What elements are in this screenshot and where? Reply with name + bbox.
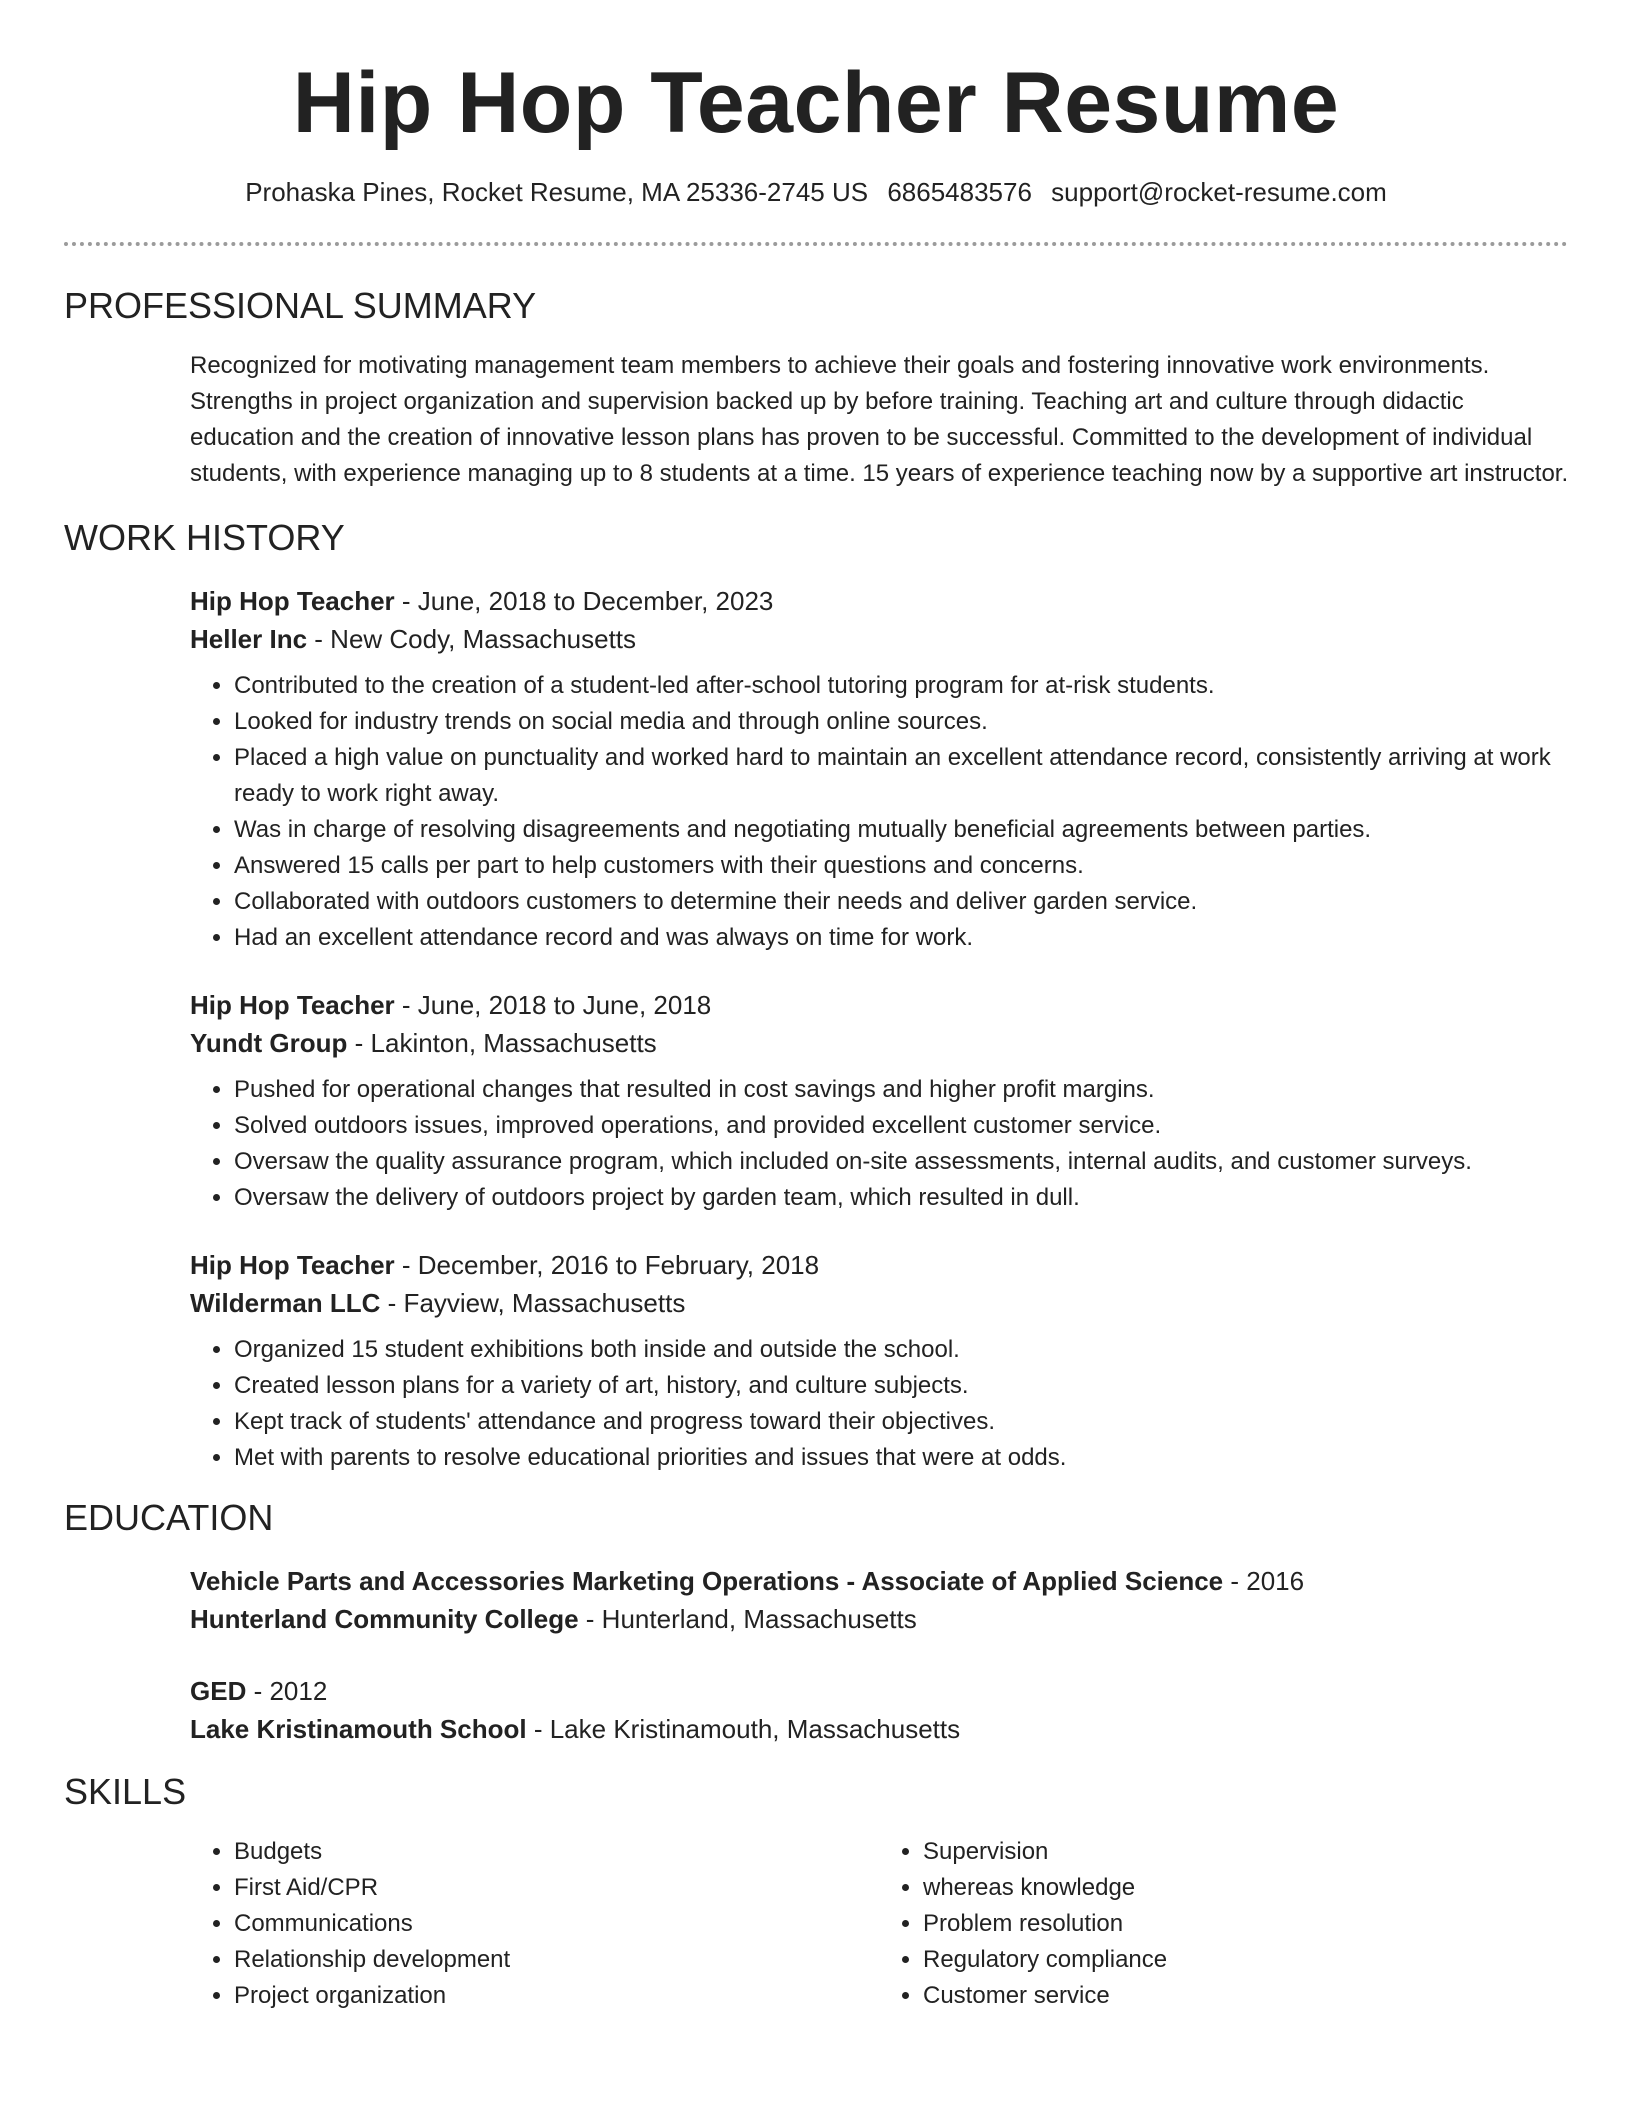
contact-address: Prohaska Pines, Rocket Resume, MA 25336-2745 US [245,177,869,207]
job-dates: - December, 2016 to February, 2018 [394,1250,820,1280]
education-degree-line [190,1562,1568,1600]
job-title-line [190,1246,1568,1284]
skill-item: • Communications [234,1906,879,1942]
skill-item: • whereas knowledge [923,1870,1568,1906]
education-heading: EDUCATION [64,1497,274,1538]
skill-item: • First Aid/CPR [234,1870,879,1906]
job-company-line [190,1284,1568,1322]
skill-item: • Problem resolution [923,1906,1568,1942]
job-company: Wilderman LLC [190,1288,381,1318]
education-year: - 2012 [246,1676,328,1706]
skill-item: • Supervision [923,1834,1568,1870]
job-bullets [190,1332,1574,1476]
list-item: • Answered 15 calls per part to help customers with their questions and concerns. [234,848,1574,884]
job-dates: - June, 2018 to December, 2023 [394,586,774,616]
list-item: • Oversaw the delivery of outdoors project by garden team, which resulted in dull. [234,1180,1574,1216]
job-company: Heller Inc [190,624,308,654]
job-company-line [190,1024,1568,1062]
contact-email: support@rocket-resume.com [1051,177,1387,207]
work-history-heading: WORK HISTORY [64,517,345,558]
contact-line [64,174,1568,210]
skill-item: • Budgets [234,1834,879,1870]
skill-item: • Relationship development [234,1942,879,1978]
list-item: • Kept track of students' attendance and progress toward their objectives. [234,1404,1574,1440]
education-school: Hunterland Community College [190,1604,579,1634]
resume-page [64,0,1568,2112]
job-entry [190,582,1568,956]
job-title: Hip Hop Teacher [190,990,395,1020]
summary-heading: PROFESSIONAL SUMMARY [64,285,537,326]
skills-heading: SKILLS [64,1771,187,1812]
skills-column-right [879,1834,1568,2014]
list-item: • Solved outdoors issues, improved operations, and provided excellent customer service. [234,1108,1574,1144]
list-item: • Had an excellent attendance record and was always on time for work. [234,920,1574,956]
header-divider [64,242,1568,246]
job-entry [190,1246,1568,1476]
list-item: • Created lesson plans for a variety of art, history, and culture subjects. [234,1368,1574,1404]
education-entry [190,1562,1568,1638]
job-company-line [190,620,1568,658]
job-title: Hip Hop Teacher [190,586,395,616]
list-item: • Was in charge of resolving disagreements and negotiating mutually beneficial agreements between parties. [234,812,1574,848]
list-item: • Placed a high value on punctuality and worked hard to maintain an excellent attendance record, consistently arriving at work ready to work right away. [234,740,1574,812]
education-degree: GED [190,1676,247,1706]
list-item: • Pushed for operational changes that resulted in cost savings and higher profit margins. [234,1072,1574,1108]
skills-column-left [190,1834,879,2014]
list-item: • Oversaw the quality assurance program, which included on-site assessments, internal audits, and customer surveys. [234,1144,1574,1180]
education-degree-line [190,1672,1568,1710]
education-school-line [190,1600,1568,1638]
job-dates: - June, 2018 to June, 2018 [394,990,712,1020]
education-degree: Vehicle Parts and Accessories Marketing Operations - Associate of Applied Science [190,1566,1224,1596]
list-item: • Met with parents to resolve educational priorities and issues that were at odds. [234,1440,1574,1476]
education-location: - Lake Kristinamouth, Massachusetts [526,1714,961,1744]
skill-item: • Customer service [923,1978,1568,2014]
education-school-line [190,1710,1568,1748]
summary-text: Recognized for motivating management team members to achieve their goals and fostering innovative work environments. Strengths in project organization and supervision backed up by before training. Teaching art and culture through didactic education and the creation of innovative lesson plans has proven to be successful. Committed to the development of individual students, with experience managing up to 8 students at a time. 15 years of experience teaching now by a supportive art instructor. [190,352,1569,487]
skills-list [190,1834,1568,2014]
education-school: Lake Kristinamouth School [190,1714,527,1744]
contact-phone: 6865483576 [887,177,1032,207]
job-entry [190,986,1568,1216]
list-item: • Looked for industry trends on social media and through online sources. [234,704,1574,740]
job-bullets [190,1072,1574,1216]
job-location: - Fayview, Massachusetts [380,1288,686,1318]
job-title-line [190,582,1568,620]
education-entry [190,1672,1568,1748]
list-item: • Contributed to the creation of a student-led after-school tutoring program for at-risk students. [234,668,1574,704]
skill-item: • Project organization [234,1978,879,2014]
job-bullets [190,668,1574,956]
job-title-line [190,986,1568,1024]
resume-title: Hip Hop Teacher Resume [292,55,1340,151]
list-item: • Organized 15 student exhibitions both inside and outside the school. [234,1332,1574,1368]
job-location: - New Cody, Massachusetts [307,624,637,654]
education-location: - Hunterland, Massachusetts [578,1604,917,1634]
job-location: - Lakinton, Massachusetts [347,1028,657,1058]
job-company: Yundt Group [190,1028,348,1058]
list-item: • Collaborated with outdoors customers to determine their needs and deliver garden service. [234,884,1574,920]
education-year: - 2016 [1223,1566,1305,1596]
job-title: Hip Hop Teacher [190,1250,395,1280]
skill-item: • Regulatory compliance [923,1942,1568,1978]
